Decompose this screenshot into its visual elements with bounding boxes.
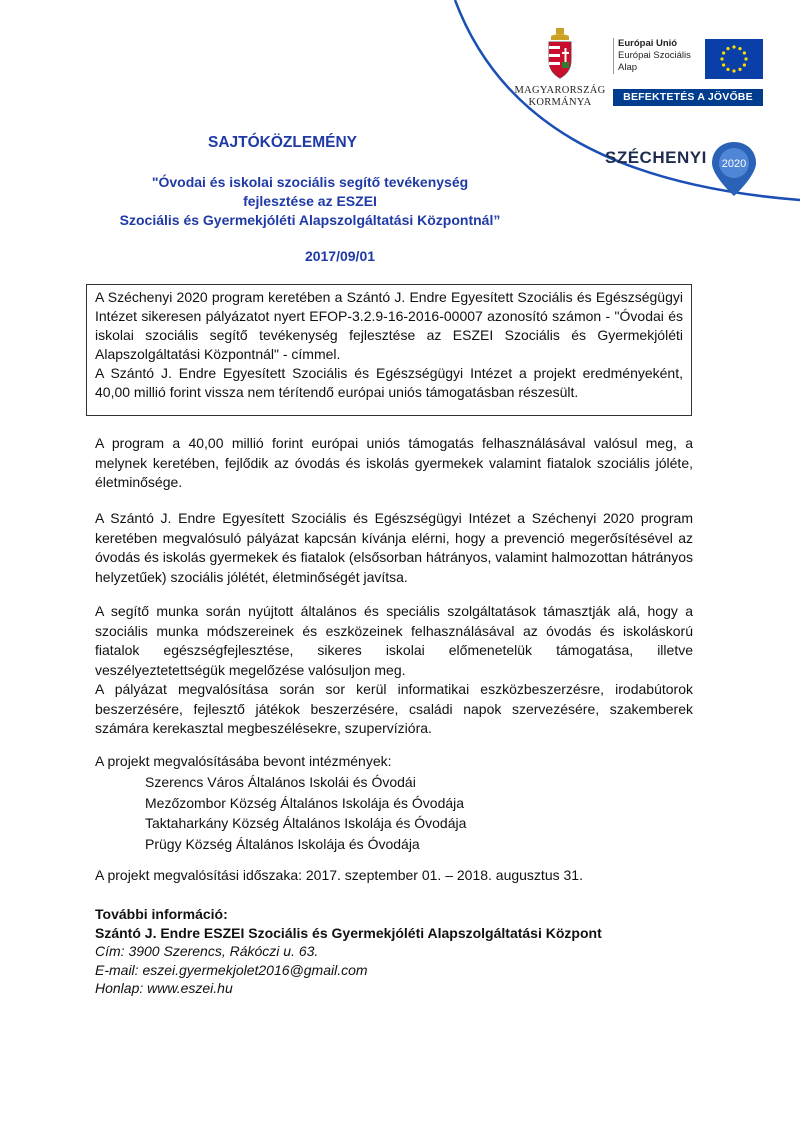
eu-line2: Európai Szociális: [618, 50, 691, 61]
eu-line1: Európai Unió: [618, 38, 678, 49]
location-pin-icon: [709, 140, 759, 198]
summary-paragraph-2: A Szántó J. Endre Egyesített Szociális és Egészségügyi Intézet a projekt eredményeként, 40,00 millió forint vissza nem térítendő európai uniós támogatásban részesült.: [95, 365, 683, 400]
contact-heading: További információ:: [95, 906, 228, 922]
contact-organization: Szántó J. Endre ESZEI Szociális és Gyermekjóléti Alapszolgáltatási Központ: [95, 924, 602, 941]
body-paragraph-3-text: A segítő munka során nyújtott általános és speciális szolgáltatások támasztják alá, hogy a szociális munka módszereinek és eszközeinek felhasználásával az óvodás és iskoláskorú fiatalok egészségfejlesztése, sikeres iskolai előmenetelük támogatása, illetve veszélyeztetettségük megelőzése valósuljon meg.: [95, 603, 693, 678]
eu-text: [613, 38, 698, 74]
contact-address: Cím: 3900 Szerencs, Rákóczi u. 63.: [95, 943, 319, 959]
contact-block: [95, 905, 602, 998]
szechenyi-year: 2020: [721, 158, 747, 170]
project-period: A projekt megvalósítási időszaka: 2017. szeptember 01. – 2018. augusztus 31.: [95, 867, 583, 883]
body-paragraph-3: [95, 602, 693, 739]
body-paragraph-1: [95, 434, 693, 493]
contact-website[interactable]: Honlap: www.eszei.hu: [95, 980, 233, 996]
institution-item: Szerencs Város Általános Iskolái és Óvodái: [145, 774, 416, 790]
coat-of-arms-icon: [545, 28, 575, 80]
institution-item: Taktaharkány Község Általános Iskolája és Óvodája: [145, 815, 467, 831]
government-name-line1: MAGYARORSZÁG: [514, 85, 606, 96]
subtitle-line3: Szociális és Gyermekjóléti Alapszolgáltatási Központnál”: [119, 212, 501, 228]
page-title: SAJTÓKÖZLEMÉNY: [208, 134, 357, 151]
subtitle-line1: "Óvodai és iskolai szociális segítő tevékenység: [151, 174, 469, 190]
subtitle-line2: fejlesztése az ESZEI: [243, 193, 377, 209]
szechenyi-word: SZÉCHENYI: [605, 148, 707, 167]
summary-box: [86, 284, 692, 416]
contact-email[interactable]: E-mail: eszei.gyermekjolet2016@gmail.com: [95, 961, 368, 978]
institutions-list: [145, 772, 466, 854]
summary-paragraph-1: A Széchenyi 2020 program keretében a Szántó J. Endre Egyesített Szociális és Egészségügyi Intézet sikeresen pályázatot nyert EFOP-3.2.9-16-2016-00007 azonosító számon - "Óvodai és iskolai szociális segítő tevékenység fejlesztése az ESZEI Szociális és Gyermekjóléti Alapszolgáltatási Központnál" - címmel.: [95, 289, 683, 362]
body-paragraph-2-text: A Szántó J. Endre Egyesített Szociális és Egészségügyi Intézet a Széchenyi 2020 program keretében megvalósuló pályázat kapcsán kívánja elérni, hogy a prevenció megerősítésével az óvodás és iskolás gyermekek és fiatalok (elsősorban hátrányos, valamint halmozottan hátrányos helyzetűek) szociális jólétét, életminőségét javítsa.: [95, 510, 693, 585]
government-name-line2: KORMÁNYA: [528, 97, 592, 108]
institution-item: Prügy Község Általános Iskolája és Óvodája: [145, 835, 420, 852]
invest-banner: BEFEKTETÉS A JÖVŐBE: [613, 89, 763, 106]
eu-flag-icon: [705, 39, 763, 79]
press-date: 2017/09/01: [304, 248, 376, 264]
body-paragraph-4-text: A pályázat megvalósítása során sor kerül informatikai eszközbeszerzésre, irodabútorok beszerzésére, fejlesztő játékok beszerzésére, családi napok szervezésére, szakemberek számára kerekasztal megbeszélésekre, szupervízióra.: [95, 681, 693, 736]
body-paragraph-1-text: A program a 40,00 millió forint európai uniós támogatás felhasználásával valósul meg, a melynek keretében, fejlődik az óvodás és iskolás gyermekek valamint fiatalok szociális jóléte, életminősége.: [95, 435, 693, 490]
project-subtitle: [100, 173, 520, 230]
government-logo: [510, 28, 610, 109]
body-paragraph-2: [95, 509, 693, 587]
institutions-label: A projekt megvalósításába bevont intézmények:: [95, 753, 392, 769]
institution-item: Mezőzombor Község Általános Iskolája és Óvodája: [145, 794, 465, 811]
eu-line3: Alap: [618, 62, 638, 73]
